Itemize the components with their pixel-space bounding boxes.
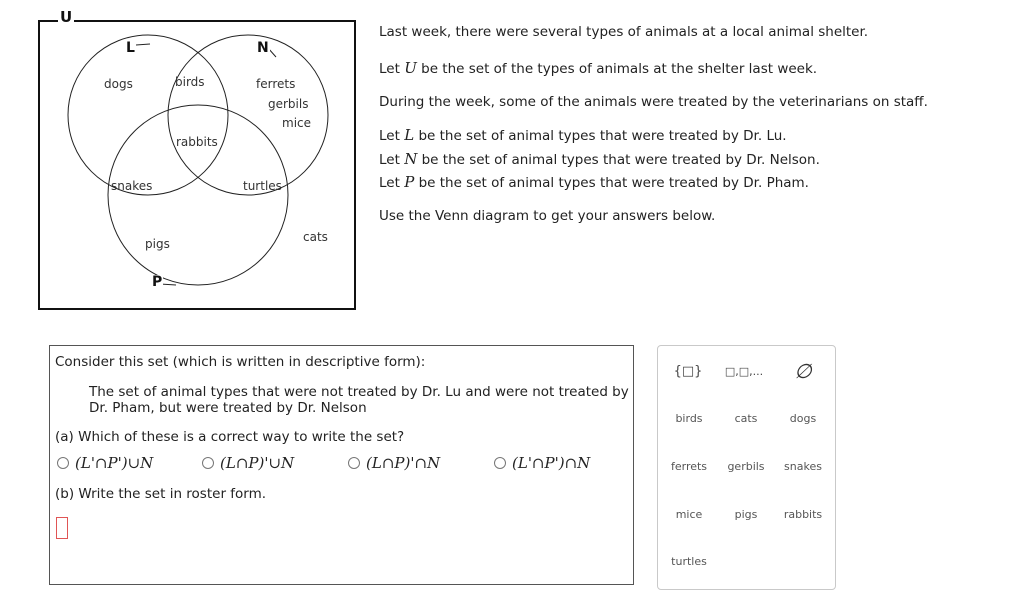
palette-item-cats[interactable]: cats	[734, 412, 758, 425]
question-panel	[49, 345, 634, 585]
palette-item-dogs[interactable]: dogs	[789, 412, 817, 425]
empty-set-icon: ∅	[794, 359, 812, 383]
set-description: The set of animal types that were not treated by Dr. Lu and were not treated by Dr. Pham, but were treated by Dr. Nelson	[89, 384, 629, 416]
palette-item-pigs[interactable]: pigs	[734, 508, 758, 521]
set-p-circle	[108, 105, 288, 285]
palette-item-gerbils[interactable]: gerbils	[727, 460, 765, 473]
venn-item-birds: birds	[175, 75, 205, 89]
braces-icon: {□}	[673, 363, 703, 379]
list-tool-button[interactable]	[724, 358, 764, 384]
universe-label: U	[60, 8, 73, 26]
part-a-prompt: (a) Which of these is a correct way to write the set?	[55, 429, 405, 445]
venn-item-pigs: pigs	[145, 237, 170, 251]
palette-item-turtles[interactable]: turtles	[671, 555, 707, 568]
choice-label: (L∩P)'∪N	[220, 454, 295, 472]
intro-line-6: Let P be the set of animal types that were treated by Dr. Pham.	[379, 173, 809, 191]
palette-item-mice[interactable]: mice	[675, 508, 703, 521]
set-l-pointer	[136, 44, 150, 45]
var-p: P	[404, 173, 415, 191]
venn-item-dogs: dogs	[104, 77, 133, 91]
set-n-label: N	[257, 40, 269, 56]
venn-item-gerbils: gerbils	[268, 97, 309, 111]
braces-tool-button[interactable]	[668, 358, 708, 384]
intro-line-7: Use the Venn diagram to get your answers below.	[379, 208, 716, 224]
part-b-prompt: (b) Write the set in roster form.	[55, 486, 267, 502]
venn-item-ferrets: ferrets	[256, 77, 296, 91]
radio-button[interactable]	[494, 457, 506, 469]
palette-item-snakes[interactable]: snakes	[784, 460, 822, 473]
roster-answer-input[interactable]	[56, 517, 68, 539]
choice-label: (L'∩P')∪N	[75, 454, 154, 472]
radio-button[interactable]	[348, 457, 360, 469]
choice-option-2[interactable]	[202, 454, 294, 472]
intro-line-4: Let L be the set of animal types that were treated by Dr. Lu.	[379, 126, 787, 144]
list-icon: □,□,...	[724, 364, 764, 378]
choice-label: (L∩P)'∩N	[366, 454, 441, 472]
palette-item-ferrets[interactable]: ferrets	[670, 460, 708, 473]
question-header: Consider this set (which is written in descriptive form):	[55, 354, 426, 370]
set-l-circle	[68, 35, 228, 195]
set-p-label: P	[152, 274, 163, 290]
var-l: L	[404, 126, 415, 144]
intro-line-3: During the week, some of the animals were treated by the veterinarians on staff.	[379, 94, 928, 110]
var-n: N	[404, 150, 418, 168]
choice-option-1[interactable]	[57, 454, 153, 472]
venn-item-turtles: turtles	[243, 179, 282, 193]
venn-diagram	[38, 20, 356, 310]
intro-line-1: Last week, there were several types of animals at a local animal shelter.	[379, 24, 869, 40]
empty-set-button[interactable]	[783, 358, 823, 384]
choice-label: (L'∩P')∩N	[512, 454, 591, 472]
venn-item-cats: cats	[303, 230, 328, 244]
answer-palette	[657, 345, 836, 590]
venn-item-rabbits: rabbits	[176, 135, 218, 149]
intro-line-5: Let N be the set of animal types that were treated by Dr. Nelson.	[379, 150, 820, 168]
venn-item-mice: mice	[282, 116, 312, 130]
choice-option-3[interactable]	[348, 454, 440, 472]
var-u: U	[404, 59, 417, 77]
radio-button[interactable]	[202, 457, 214, 469]
venn-item-snakes: snakes	[111, 179, 153, 193]
palette-item-birds[interactable]: birds	[675, 412, 703, 425]
intro-line-2: Let U be the set of the types of animals at the shelter last week.	[379, 59, 818, 77]
palette-item-rabbits[interactable]: rabbits	[783, 508, 823, 521]
set-n-circle	[168, 35, 328, 195]
radio-button[interactable]	[57, 457, 69, 469]
set-l-label: L	[126, 40, 135, 56]
choice-option-4[interactable]	[494, 454, 590, 472]
